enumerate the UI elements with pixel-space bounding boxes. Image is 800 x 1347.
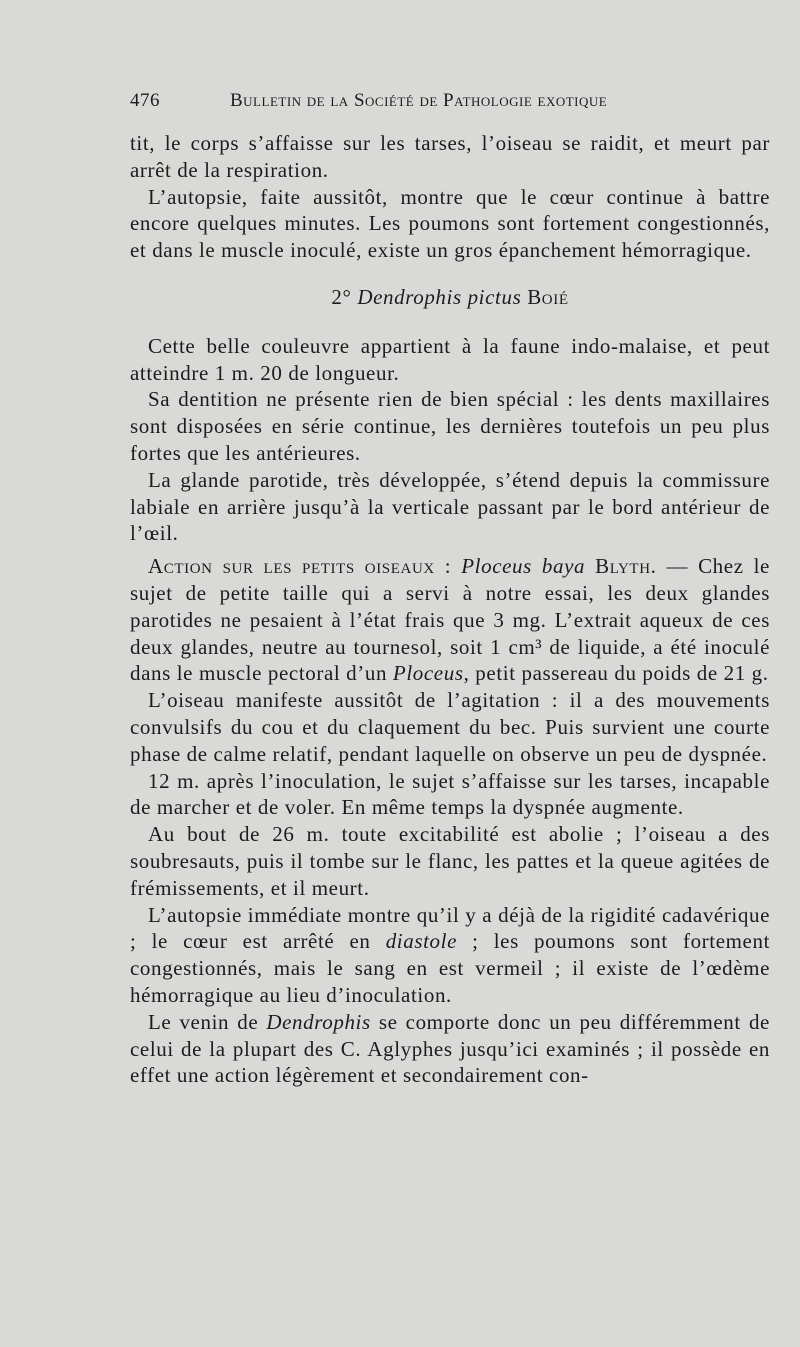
paragraph: 12 m. après l’inoculation, le sujet s’affaisse sur les tarses, incapable de marcher et de voler. En même temps la dyspnée augmente. bbox=[130, 768, 770, 820]
paragraph-text: ; les poumons sont fortement congestionnés, mais le sang en est vermeil ; il existe de l’œdème hémorragique au lieu d’inoculation. bbox=[130, 929, 771, 1007]
page-number: 476 bbox=[130, 90, 160, 111]
paragraph: Sa dentition ne présente rien de bien spécial : les dents maxillaires sont disposées en série continue, les dernières toutefois un peu plus fortes que les antérieures. bbox=[130, 387, 770, 465]
paragraph: L’oiseau manifeste aussitôt de l’agitation : il a des mouvements convulsifs du cou et du claquement du bec. Puis survient une courte phase de calme relatif, pendant laquelle on observe un peu de dyspnée. bbox=[130, 688, 770, 766]
paragraph: La glande parotide, très développée, s’étend depuis la commissure labiale en arrière jusqu’à la verticale passant par le bord antérieur de l’œil. bbox=[130, 467, 770, 546]
emphasis-diastole: diastole bbox=[385, 929, 457, 954]
paragraph bbox=[130, 1009, 770, 1089]
species-name: Ploceus baya bbox=[461, 554, 586, 579]
paragraph: L’autopsie, faite aussitôt, montre que le cœur continue à battre encore quelques minutes. Les poumons sont fortement congestionnés, et dans le muscle inoculé, existe un gros épanchement hémorragique. bbox=[130, 184, 770, 263]
body-text bbox=[130, 130, 770, 1089]
subheading-species: Dendrophis pictus bbox=[357, 284, 522, 309]
paragraph-text: , petit passereau du poids de 21 g. bbox=[463, 661, 769, 686]
paragraph-text: — Chez le sujet de petite taille qui a servi à notre essai, les deux glandes parotides ne pesaient à l’état frais que 3 mg. L’extrait aqueux de ces deux glandes, neutre au tournesol, soit 1 cm³ de liquide, a été inoculé dans le muscle pectoral d’un bbox=[130, 554, 770, 686]
run-in-heading: Action sur les petits oiseaux : bbox=[148, 554, 452, 579]
subheading-author: Boié bbox=[527, 284, 569, 309]
genus-name: Dendrophis bbox=[266, 1009, 371, 1034]
paragraph: Cette belle couleuvre appartient à la faune indo-malaise, et peut atteindre 1 m. 20 de longueur. bbox=[130, 333, 770, 385]
paragraph-text: L’autopsie immédiate montre qu’il y a déjà de la rigidité cadavérique ; le cœur est arrêté en bbox=[130, 902, 770, 954]
paragraph bbox=[130, 553, 770, 687]
genus-name: Ploceus bbox=[392, 661, 464, 686]
paragraph-text: se comporte donc un peu différemment de celui de la plupart des C. Aglyphes jusqu’ici examinés ; il possède en effet une action légèrement et secondairement con- bbox=[130, 1009, 770, 1088]
journal-title: Bulletin de la Société de Pathologie exotique bbox=[230, 90, 608, 111]
species-author: Blyth. bbox=[595, 554, 657, 579]
paragraph: Au bout de 26 m. toute excitabilité est abolie ; l’oiseau a des soubresauts, puis il tombe sur le flanc, les pattes et la queue agitées de frémissements, et il meurt. bbox=[130, 822, 770, 900]
running-header bbox=[130, 90, 770, 120]
paragraph: tit, le corps s’affaisse sur les tarses, l’oiseau se raidit, et meurt par arrêt de la respiration. bbox=[130, 131, 770, 182]
section-subheading bbox=[130, 284, 770, 311]
paragraph bbox=[130, 902, 770, 1009]
paragraph-text: Le venin de bbox=[148, 1009, 259, 1034]
subheading-number: 2° bbox=[331, 284, 352, 309]
